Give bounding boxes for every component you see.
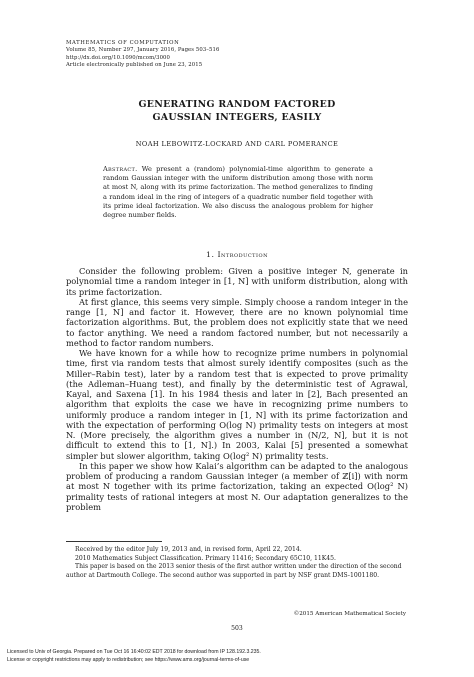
paper-title-line-1: GENERATING RANDOM FACTORED (138, 99, 336, 110)
section-title: Introduction (217, 250, 268, 259)
paragraph: Consider the following problem: Given a positive integer N, generate in polynomial time a random integer in [1, N] with uniform distribution, along with its prime factorization. (66, 266, 408, 297)
journal-header (66, 40, 366, 70)
abstract-label: Abstract. (103, 165, 138, 173)
paragraph: In this paper we show how Kalai’s algorithm can be adapted to the analogous problem of producing a random Gaussian integer (a member of ℤ[i]) with norm at most N together with its prime factorization, taking an expected O(log² N) primality tests of rational integers at most N. Our adaptation generalizes to the problem (66, 460, 408, 512)
footnote-received: Received by the editor July 19, 2013 and, in revised form, April 22, 2014. (75, 546, 302, 553)
journal-published-date: Article electronically published on June 23, 2015 (66, 62, 203, 69)
journal-doi-link[interactable]: http://dx.doi.org/10.1090/mcom/3000 (66, 54, 170, 61)
abstract (103, 165, 373, 220)
footnotes (66, 546, 408, 580)
section-heading (0, 250, 474, 259)
paper-authors: NOAH LEBOWITZ-LOCKARD AND CARL POMERANCE (135, 140, 339, 148)
paragraph: At first glance, this seems very simple. Simply choose a random integer in the range [1, N] and factor it. However, there are no known polynomial time factorization algorithms. But, the problem does not explicitly state that we need to factor anything. We need a random factored number, but not necessarily a method to factor random numbers. (66, 296, 408, 348)
paper-title (0, 98, 474, 124)
copyright-notice: ©2015 American Mathematical Society (293, 611, 406, 617)
footnote-msc: 2010 Mathematics Subject Classification. Primary 11416; Secondary 65C10, 11K45. (75, 554, 336, 562)
body-text (66, 266, 408, 512)
paper-title-line-2: GAUSSIAN INTEGERS, EASILY (152, 112, 322, 123)
paragraph: We have known for a while how to recognize prime numbers in polynomial time, first via random tests that almost surely identify composites (such as the Miller–Rabin test), later by a random test that is expected to prove primality (the Adleman–Huang test), and finally by the deterministic test of Agrawal, Kayal, and Saxena [1]. In his 1984 thesis and later in [2], Bach presented an algorithm that exploits the case we have in recognizing prime numbers to uniformly produce a random integer in [1, N] with its prime factorization and with the expectation of performing O(log N) primality tests on integers at most N. (More precisely, the algorithm gives a number in (N/2, N], but it is not difficult to extend this to [1, N].) In 2003, Kalai [5] presented a somewhat simpler but slower algorithm, taking O(log² N) primality tests. (66, 348, 408, 461)
page-number: 503 (231, 625, 243, 632)
journal-name: MATHEMATICS OF COMPUTATION (66, 40, 180, 46)
footnote-divider (66, 541, 162, 542)
license-line-2: License or copyright restrictions may apply to redistribution; see https://www.ams.org/journal-terms-of-use (7, 657, 250, 663)
footnote-funding: This paper is based on the 2013 senior thesis of the first author written under the direction of the second author at Dartmouth College. The second author was supported in part by NSF grant DMS-1001180. (66, 563, 402, 579)
journal-volume: Volume 85, Number 297, January 2016, Pages 503–516 (66, 47, 220, 54)
license-line-1: Licensed to Univ of Georgia. Prepared on Tue Oct 16 16:40:02 EDT 2018 for download from IP 128.192.3.235. (7, 649, 261, 655)
abstract-text: We present a (random) polynomial-time algorithm to generate a random Gaussian integer with the uniform distribution among those with norm at most N, along with its prime factorization. The method generalizes to finding a random ideal in the ring of integers of a quadratic number field together with its prime ideal factorization. We also discuss the analogous problem for higher degree number fields. (103, 165, 373, 220)
section-number: 1. (206, 250, 215, 259)
